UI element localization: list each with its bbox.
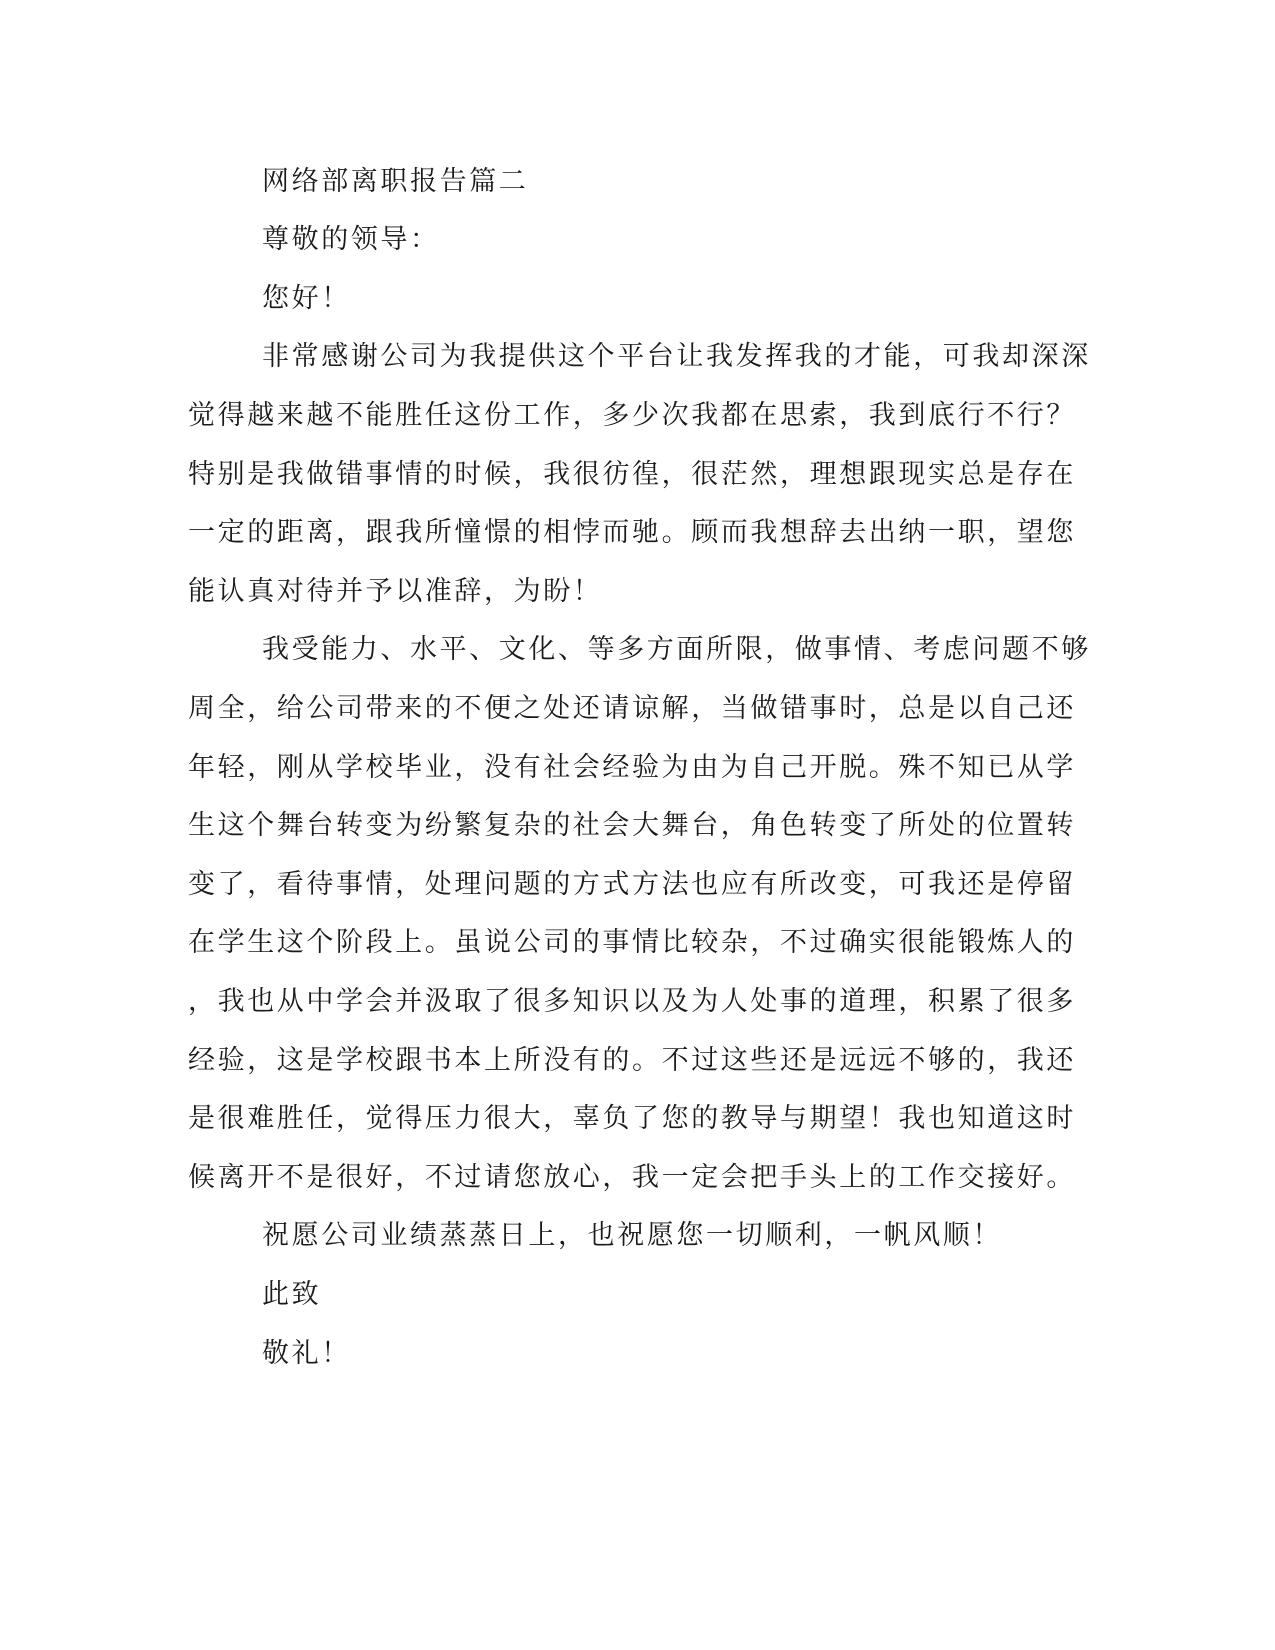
paragraph-line: 非常感谢公司为我提供这个平台让我发挥我的才能，可我却深深 <box>262 341 1091 372</box>
paragraph-line: 年轻，刚从学校毕业，没有社会经验为由为自己开脱。殊不知已从学 <box>188 752 1076 783</box>
paragraph-line: 周全，给公司带来的不便之处还请谅解，当做错事时，总是以自己还 <box>188 693 1076 724</box>
closing-line-2: 敬礼！ <box>262 1338 351 1369</box>
paragraph-line: 一定的距离，跟我所憧憬的相悖而驰。顾而我想辞去出纳一职，望您 <box>188 517 1076 548</box>
paragraph-line: 在学生这个阶段上。虽说公司的事情比较杂，不过确实很能锻炼人的 <box>188 927 1076 958</box>
document-title: 网络部离职报告篇二 <box>262 166 529 197</box>
paragraph-line: 特别是我做错事情的时候，我很彷徨，很茫然，理想跟现实总是存在 <box>188 459 1076 490</box>
paragraph-line: 生这个舞台转变为纷繁复杂的社会大舞台，角色转变了所处的位置转 <box>188 810 1076 841</box>
paragraph-line: 觉得越来越不能胜任这份工作，多少次我都在思索，我到底行不行？ <box>188 400 1076 431</box>
paragraph-line: ，我也从中学会并汲取了很多知识以及为人处事的道理，积累了很多 <box>188 986 1076 1017</box>
paragraph-line: 我受能力、水平、文化、等多方面所限，做事情、考虑问题不够 <box>262 634 1091 665</box>
paragraph-line: 是很难胜任，觉得压力很大，辜负了您的教导与期望！我也知道这时 <box>188 1103 1076 1134</box>
salutation: 尊敬的领导： <box>262 224 440 255</box>
paragraph-line: 变了，看待事情，处理问题的方式方法也应有所改变，可我还是停留 <box>188 869 1076 900</box>
greeting: 您好！ <box>262 283 351 314</box>
closing-line-1: 此致 <box>262 1279 322 1310</box>
wish-line: 祝愿公司业绩蒸蒸日上，也祝愿您一切顺利，一帆风顺！ <box>262 1220 1002 1251</box>
paragraph-line: 能认真对待并予以准辞，为盼！ <box>188 576 603 607</box>
paragraph-line: 经验，这是学校跟书本上所没有的。不过这些还是远远不够的，我还 <box>188 1045 1076 1076</box>
paragraph-line: 候离开不是很好，不过请您放心，我一定会把手头上的工作交接好。 <box>188 1162 1076 1193</box>
